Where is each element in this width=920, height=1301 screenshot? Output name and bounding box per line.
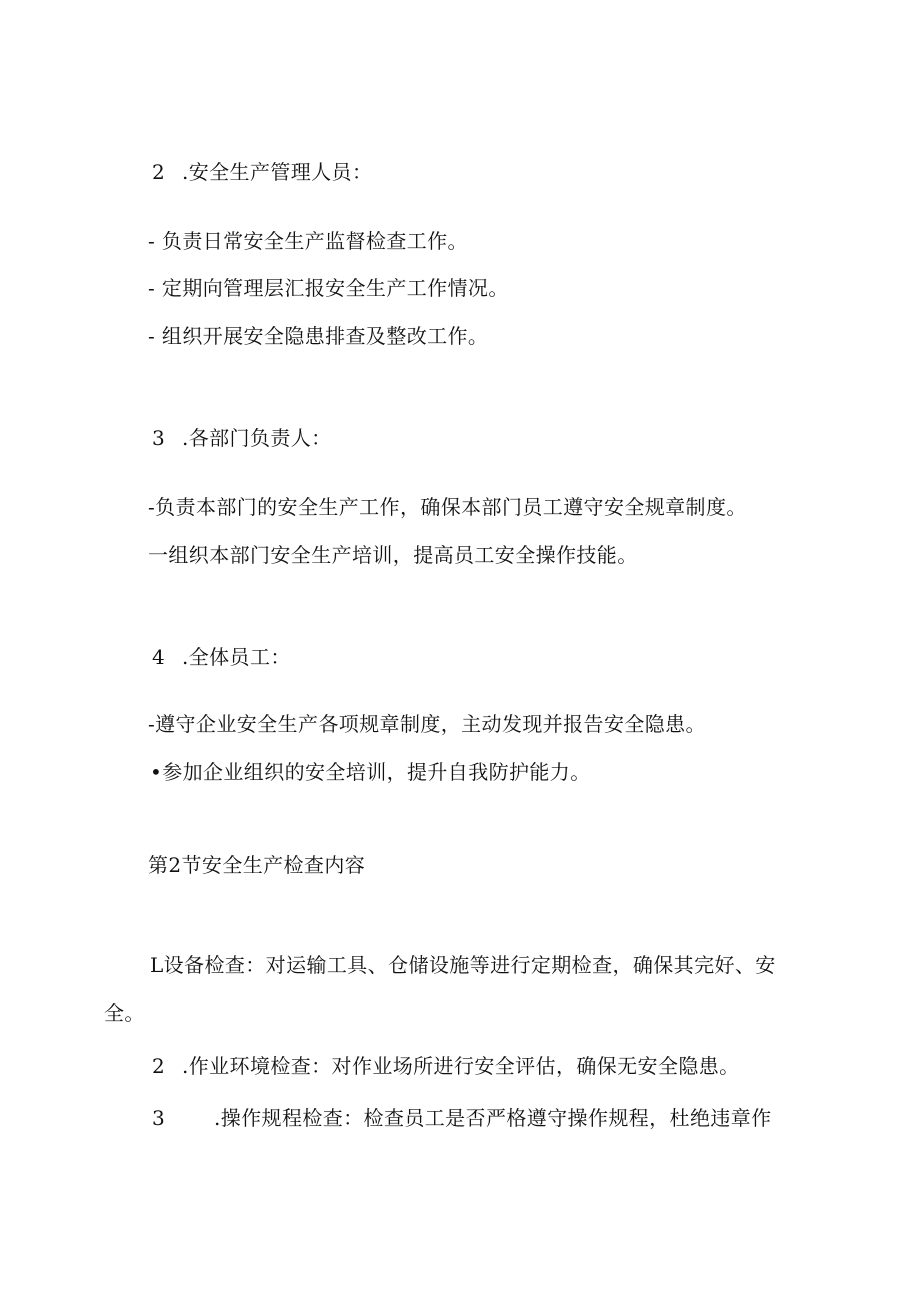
check-item-3-number: 3: [152, 1106, 166, 1130]
section-2-heading: [152, 160, 372, 184]
check-item-3: [152, 1106, 772, 1130]
check-item-1-line-1: L设备检查：对运输工具、仓储设施等进行定期检查，确保其完好、安: [150, 953, 776, 977]
section-4-heading: [152, 645, 291, 669]
section-4-title: .全体员工：: [182, 645, 291, 669]
section-2-number: 2: [152, 160, 166, 184]
section-4-item-1: -遵守企业安全生产各项规章制度，主动发现并报告安全隐患。: [148, 712, 706, 736]
check-item-2-text: .作业环境检查：对作业场所进行安全评估，确保无安全隐患。: [182, 1054, 740, 1078]
check-item-2-number: 2: [152, 1054, 166, 1078]
section-2-item-2: - 定期向管理层汇报安全生产工作情况。: [148, 276, 509, 300]
section-2-item-1: - 负责日常安全生产监督检查工作。: [148, 229, 468, 253]
section-2-title: .安全生产管理人员：: [182, 160, 373, 184]
section-4-number: 4: [152, 645, 166, 669]
section-4-item-2: •参加企业组织的安全培训，提升自我防护能力。: [150, 760, 591, 784]
check-item-3-text: .操作规程检查：检查员工是否严格遵守操作规程，杜绝违章作: [214, 1106, 772, 1130]
section-3-heading: [152, 426, 332, 450]
section-3-title: .各部门负责人：: [182, 426, 332, 450]
section-3-number: 3: [152, 426, 166, 450]
section-3-item-2: 一组织本部门安全生产培训，提高员工安全操作技能。: [148, 543, 638, 567]
section-3-item-1: -负责本部门的安全生产工作，确保本部门员工遵守安全规章制度。: [148, 495, 747, 519]
check-item-2: [152, 1054, 740, 1078]
section-2-item-3: - 组织开展安全隐患排查及整改工作。: [148, 324, 489, 348]
check-item-1-line-2: 全。: [104, 1001, 145, 1025]
chapter-heading: 第2节安全生产检查内容: [148, 853, 366, 877]
